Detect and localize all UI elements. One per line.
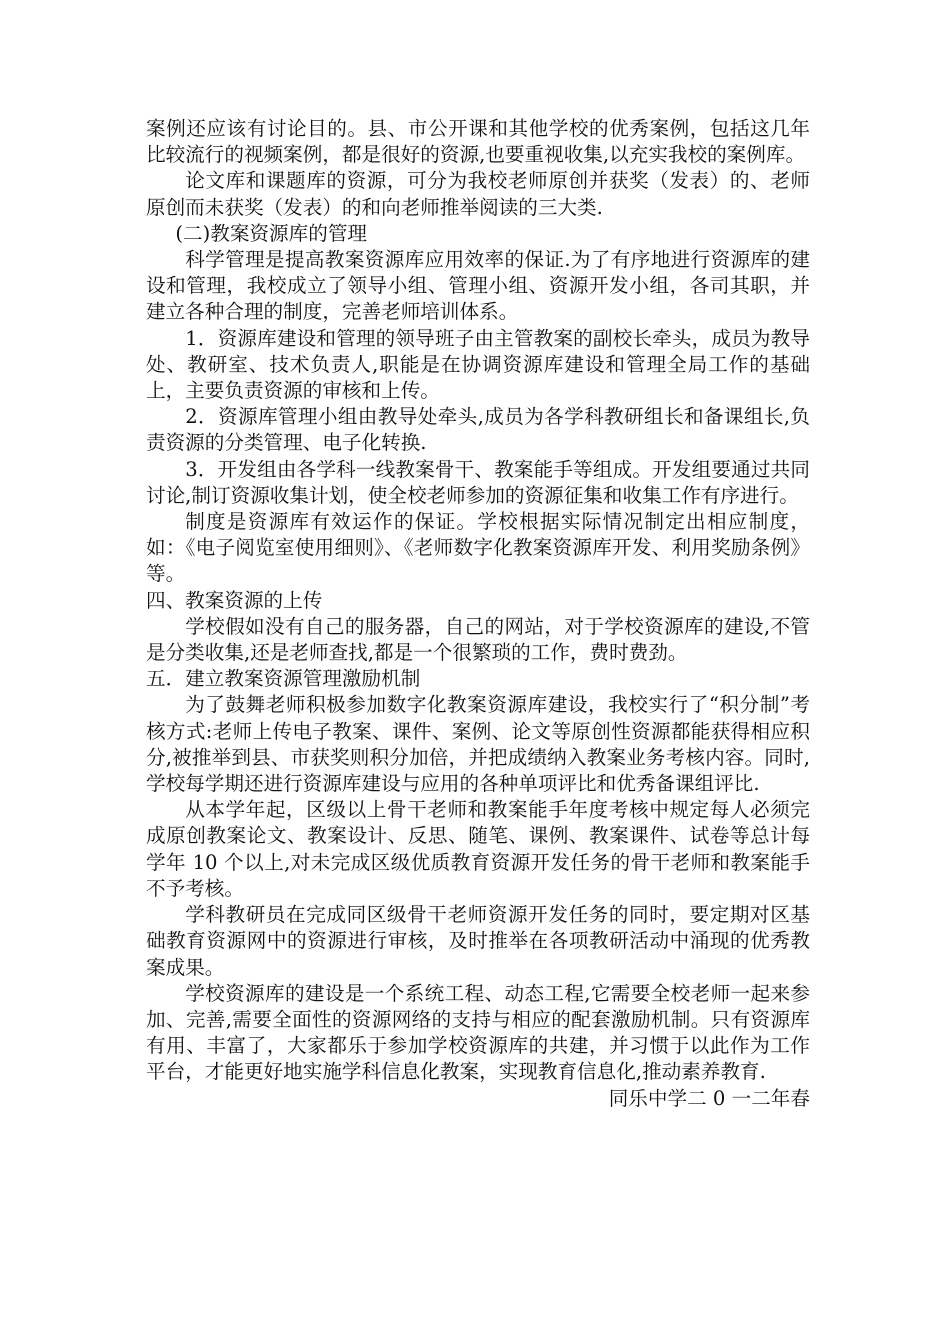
section-heading-incentive: 五．建立教案资源管理激励机制 (146, 667, 421, 691)
section-heading-upload: 四、教案资源的上传 (146, 588, 323, 612)
signature-line: 同乐中学二 0 一二年春 (608, 1086, 810, 1110)
paragraph-system-guarantee: 制度是资源库有效运作的保证。学校根据实际情况制定出相应制度，如：《电子阅览室使用细则》、《老师数字化教案资源库开发、利用奖励条例》等。 (146, 510, 810, 586)
paragraph-server: 学校假如没有自己的服务器，自己的网站，对于学校资源库的建设,不管是分类收集,还是老师查找,都是一个很繁琐的工作，费时费劲。 (146, 614, 810, 665)
paragraph-case-library: 案例还应该有讨论目的。县、市公开课和其他学校的优秀案例，包括这几年比较流行的视频案例，都是很好的资源,也要重视收集,以充实我校的案例库。 (146, 117, 810, 167)
list-item-leadership-team: 1．资源库建设和管理的领导班子由主管教案的副校长牵头，成员为教导处、教研室、技术负责人,职能是在协调资源库建设和管理全局工作的基础上，主要负责资源的审核和上传。 (146, 326, 810, 403)
paragraph-researchers: 学科教研员在完成同区级骨干老师资源开发任务的同时，要定期对区基础教育资源网中的资源进行审核，及时推举在各项教研活动中涌现的优秀教案成果。 (146, 903, 810, 979)
paragraph-paper-library: 论文库和课题库的资源，可分为我校老师原创并获奖（发表）的、老师原创而未获奖（发表）的和向老师推举阅读的三大类. (146, 169, 810, 219)
paragraph-annual-assessment: 从本学年起，区级以上骨干老师和教案能手年度考核中规定每人必须完成原创教案论文、教案设计、反思、随笔、课例、教案课件、试卷等总计每学年 10 个以上,对未完成区级优质教育资源开发任务的骨干老师和教案能手不予考核。 (146, 798, 810, 900)
paragraph-scientific-management: 科学管理是提高教案资源库应用效率的保证.为了有序地进行资源库的建设和管理，我校成立了领导小组、管理小组、资源开发小组，各司其职，并建立各种合理的制度，完善老师培训体系。 (146, 248, 810, 324)
list-item-management-group: 2．资源库管理小组由教导处牵头,成员为各学科教研组长和备课组长,负责资源的分类管理、电子化转换. (146, 405, 810, 455)
paragraph-conclusion: 学校资源库的建设是一个系统工程、动态工程,它需要全校老师一起来参加、完善,需要全面性的资源网络的支持与相应的配套激励机制。只有资源库有用、丰富了，大家都乐于参加学校资源库的共建，并习惯于以此作为工作平台，才能更好地实施学科信息化教案，实现教育信息化,推动素养教育. (146, 981, 810, 1084)
section-heading-management: (二)教案资源库的管理 (175, 221, 368, 245)
document-body (146, 116, 810, 1112)
list-item-development-group: 3．开发组由各学科一线教案骨干、教案能手等组成。开发组要通过共同讨论,制订资源收集计划，使全校老师参加的资源征集和收集工作有序进行。 (146, 457, 810, 507)
paragraph-points-system: 为了鼓舞老师积极参加数字化教案资源库建设，我校实行了“积分制”考核方式:老师上传电子教案、课件、案例、论文等原创性资源都能获得相应积分,被推举到县、市获奖则积分加倍，并把成绩纳入教案业务考核内容。同时,学校每学期还进行资源库建设与应用的各种单项评比和优秀备课组评比. (146, 693, 810, 796)
